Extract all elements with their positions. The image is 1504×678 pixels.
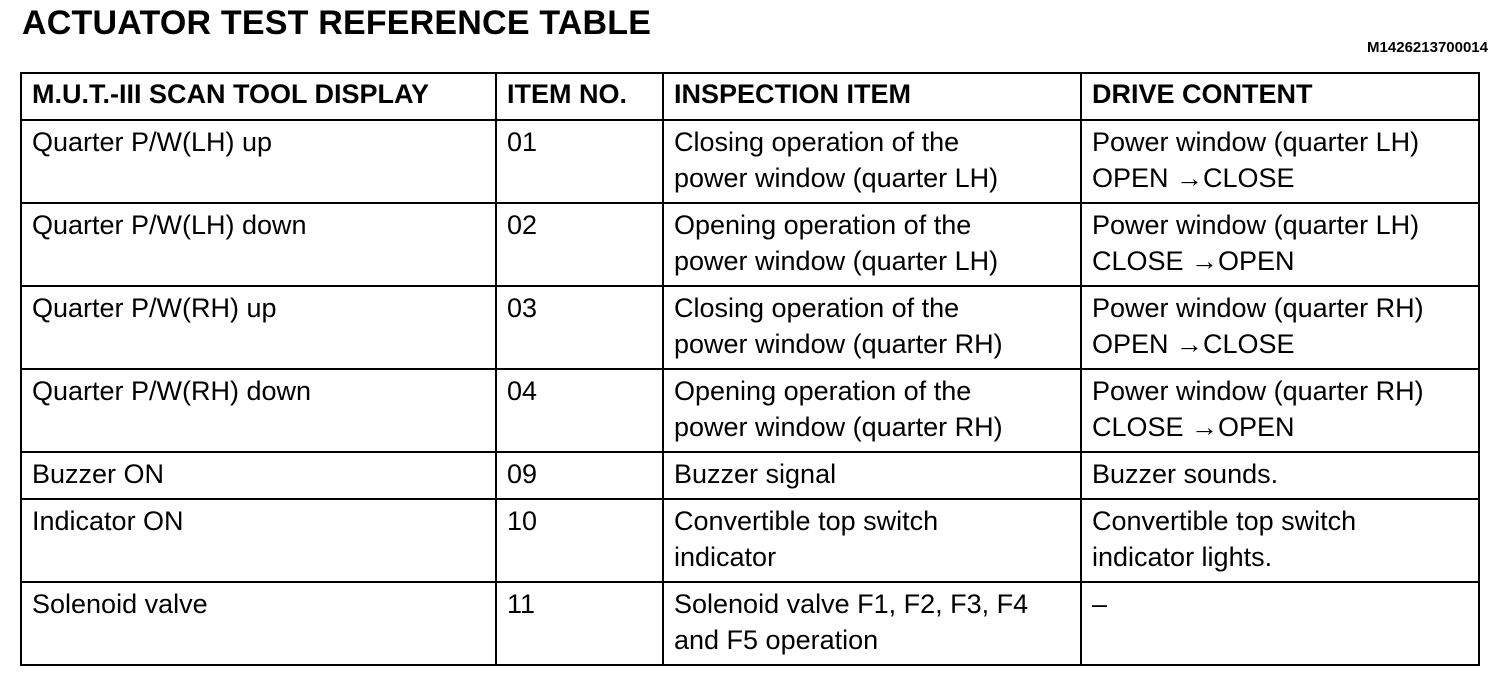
table-row <box>21 452 1479 499</box>
cell-item-no-line: 04 <box>507 376 538 406</box>
cell-item-no <box>496 120 663 203</box>
cell-drive-content <box>1081 452 1479 499</box>
cell-scan-tool-display <box>21 499 496 582</box>
page-title: ACTUATOR TEST REFERENCE TABLE <box>22 4 652 42</box>
header-drive-content: DRIVE CONTENT <box>1081 73 1479 120</box>
cell-scan-tool-display-line: Quarter P/W(RH) down <box>32 376 312 406</box>
cell-inspection-item-line: power window (quarter RH) <box>674 329 1003 359</box>
cell-drive-content-line: indicator lights. <box>1092 542 1273 572</box>
cell-drive-content-line: Power window (quarter RH) <box>1092 293 1424 323</box>
cell-item-no-line: 01 <box>507 127 538 157</box>
table-row <box>21 369 1479 452</box>
header-item-no: ITEM NO. <box>496 73 663 120</box>
cell-item-no-line: 11 <box>507 589 536 619</box>
cell-drive-content <box>1081 582 1479 665</box>
cell-inspection-item-line: indicator <box>674 542 777 572</box>
cell-scan-tool-display-line: Indicator ON <box>32 506 184 536</box>
reference-code: M1426213700014 <box>1367 39 1488 56</box>
table-row <box>21 120 1479 203</box>
cell-drive-content-line: Power window (quarter LH) <box>1092 127 1420 157</box>
cell-inspection-item-line: Closing operation of the <box>674 127 960 157</box>
cell-inspection-item-line: power window (quarter LH) <box>674 246 999 276</box>
cell-inspection-item <box>663 120 1081 203</box>
cell-inspection-item <box>663 582 1081 665</box>
cell-drive-content-line: Power window (quarter LH) <box>1092 210 1420 240</box>
cell-scan-tool-display-line: Quarter P/W(RH) up <box>32 293 277 323</box>
table-row <box>21 286 1479 369</box>
cell-inspection-item-line: Opening operation of the <box>674 376 972 406</box>
cell-drive-content-line: OPEN →CLOSE <box>1092 163 1295 193</box>
header-inspection-item: INSPECTION ITEM <box>663 73 1081 120</box>
cell-scan-tool-display-line: Solenoid valve <box>32 589 208 619</box>
cell-scan-tool-display <box>21 286 496 369</box>
cell-item-no <box>496 452 663 499</box>
table-body <box>21 120 1479 665</box>
cell-inspection-item-line: Closing operation of the <box>674 293 960 323</box>
table-header <box>21 73 1479 120</box>
cell-item-no-line: 09 <box>507 459 538 489</box>
cell-drive-content-line: Power window (quarter RH) <box>1092 376 1424 406</box>
cell-drive-content-line: – <box>1092 589 1108 619</box>
cell-drive-content-line: CLOSE →OPEN <box>1092 246 1295 276</box>
cell-scan-tool-display-line: Quarter P/W(LH) down <box>32 210 307 240</box>
cell-item-no <box>496 286 663 369</box>
cell-item-no <box>496 369 663 452</box>
cell-inspection-item <box>663 499 1081 582</box>
actuator-test-table <box>20 72 1480 666</box>
cell-drive-content <box>1081 286 1479 369</box>
cell-inspection-item <box>663 286 1081 369</box>
cell-drive-content <box>1081 203 1479 286</box>
cell-inspection-item-line: and F5 operation <box>674 625 879 655</box>
cell-item-no <box>496 499 663 582</box>
cell-drive-content-line: Convertible top switch <box>1092 506 1357 536</box>
cell-inspection-item-line: Convertible top switch <box>674 506 939 536</box>
cell-item-no-line: 10 <box>507 506 538 536</box>
table-row <box>21 499 1479 582</box>
table-row <box>21 203 1479 286</box>
cell-inspection-item-line: power window (quarter LH) <box>674 163 999 193</box>
cell-scan-tool-display <box>21 582 496 665</box>
header-scan-tool-display: M.U.T.-III SCAN TOOL DISPLAY <box>21 73 496 120</box>
cell-inspection-item-line: Opening operation of the <box>674 210 972 240</box>
cell-item-no-line: 03 <box>507 293 538 323</box>
cell-scan-tool-display <box>21 120 496 203</box>
cell-drive-content-line: Buzzer sounds. <box>1092 459 1279 489</box>
cell-item-no-line: 02 <box>507 210 538 240</box>
table-row <box>21 582 1479 665</box>
cell-inspection-item <box>663 369 1081 452</box>
cell-scan-tool-display-line: Buzzer ON <box>32 459 165 489</box>
cell-scan-tool-display <box>21 203 496 286</box>
cell-drive-content-line: CLOSE →OPEN <box>1092 412 1295 442</box>
cell-item-no <box>496 203 663 286</box>
cell-inspection-item-line: Solenoid valve F1, F2, F3, F4 <box>674 589 1029 619</box>
header-row <box>21 73 1479 120</box>
cell-drive-content <box>1081 499 1479 582</box>
cell-inspection-item <box>663 203 1081 286</box>
cell-drive-content <box>1081 120 1479 203</box>
cell-inspection-item-line: Buzzer signal <box>674 459 837 489</box>
cell-inspection-item-line: power window (quarter RH) <box>674 412 1003 442</box>
cell-drive-content <box>1081 369 1479 452</box>
cell-scan-tool-display <box>21 452 496 499</box>
cell-scan-tool-display-line: Quarter P/W(LH) up <box>32 127 273 157</box>
cell-item-no <box>496 582 663 665</box>
cell-scan-tool-display <box>21 369 496 452</box>
cell-drive-content-line: OPEN →CLOSE <box>1092 329 1295 359</box>
cell-inspection-item <box>663 452 1081 499</box>
